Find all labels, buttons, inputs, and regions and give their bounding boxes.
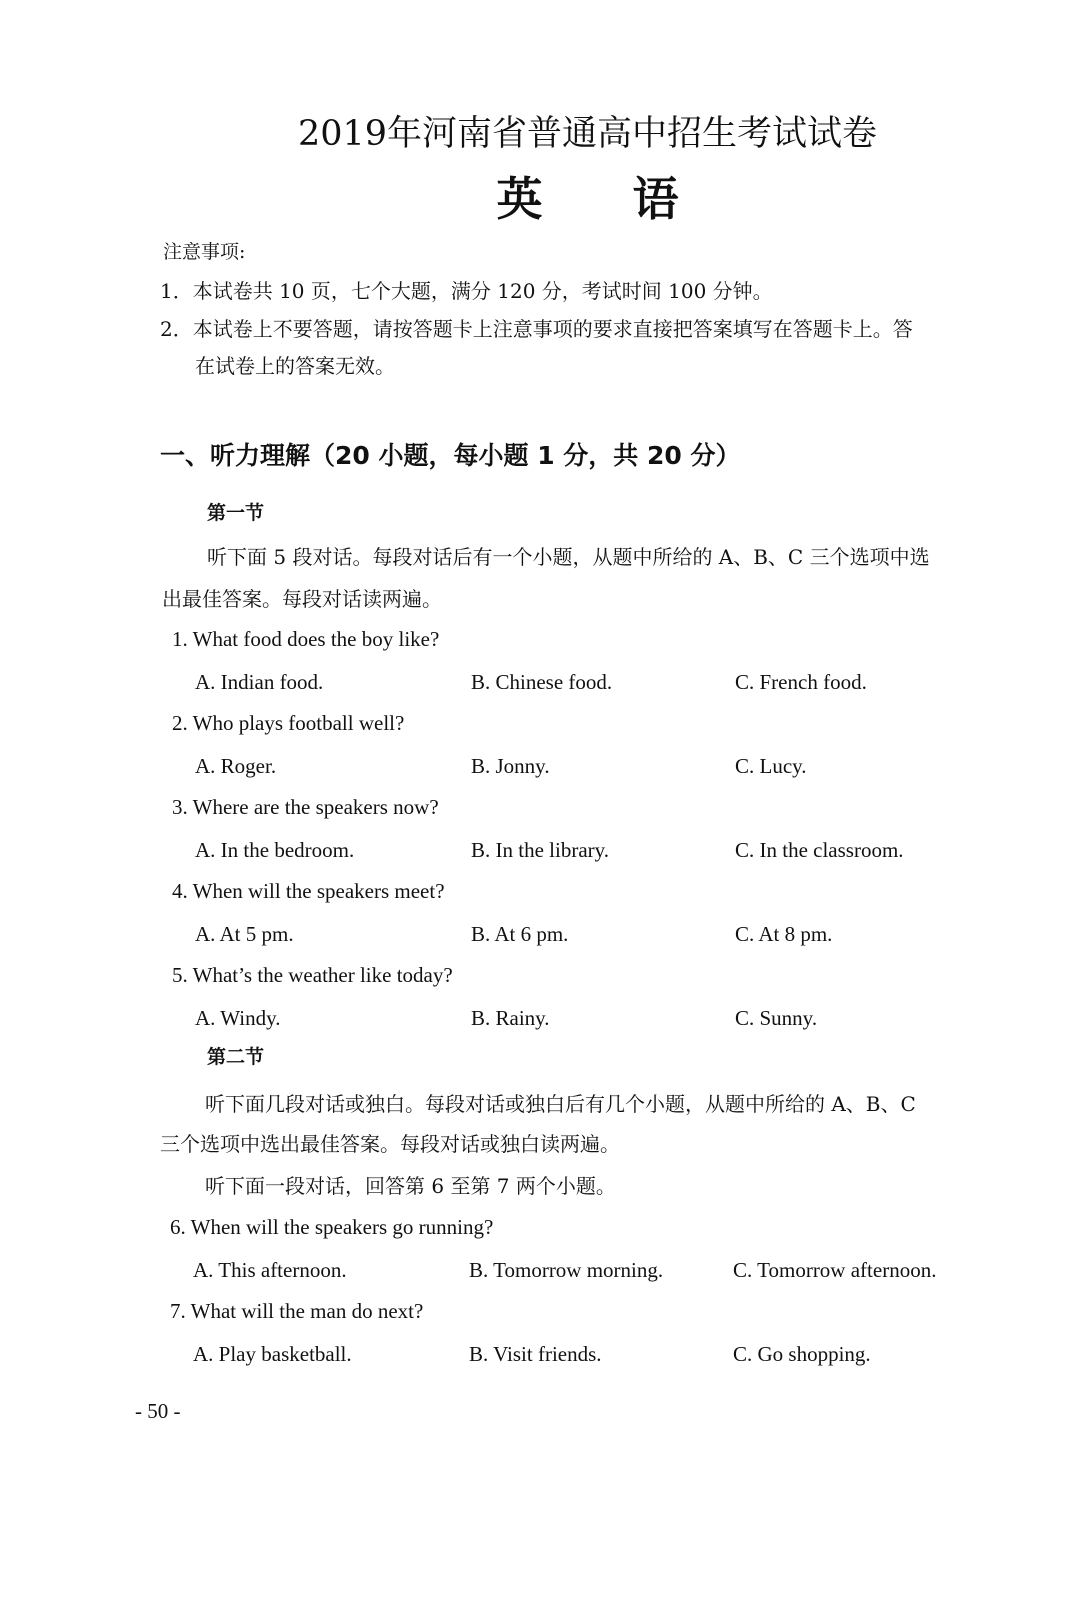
answer-option: B. Chinese food.	[471, 670, 613, 694]
notice-item-1: 1．本试卷共 10 页，七个大题，满分 120 分，考试时间 100 分钟。	[160, 279, 773, 303]
part1-instruction-cont: 出最佳答案。每段对话读两遍。	[162, 587, 442, 611]
notice-heading: 注意事项:	[163, 241, 246, 263]
answer-option: A. Windy.	[195, 1006, 281, 1030]
answer-option: B. Tomorrow morning.	[469, 1258, 664, 1282]
part1-instruction: 听下面 5 段对话。每段对话后有一个小题，从题中所给的 A、B、C 三个选项中选	[207, 545, 930, 569]
part2-dialog-note: 听下面一段对话，回答第 6 至第 7 两个小题。	[205, 1174, 616, 1198]
answer-option: B. In the library.	[471, 838, 610, 862]
question: 3. Where are the speakers now?	[172, 795, 439, 819]
part2-instruction: 听下面几段对话或独白。每段对话或独白后有几个小题，从题中所给的 A、B、C	[205, 1092, 916, 1116]
part2-heading: 第二节	[207, 1046, 265, 1068]
answer-option: A. Roger.	[195, 754, 277, 778]
answer-option: C. In the classroom.	[735, 838, 904, 862]
answer-option: A. Play basketball.	[193, 1342, 352, 1366]
answer-option: A. This afternoon.	[193, 1258, 347, 1282]
answer-option: C. French food.	[735, 670, 867, 694]
part1-heading: 第一节	[207, 502, 265, 524]
question: 4. When will the speakers meet?	[172, 879, 445, 903]
answer-option: C. Tomorrow afternoon.	[733, 1258, 937, 1282]
section-heading: 一、听力理解（20 小题，每小题 1 分，共 20 分）	[160, 441, 741, 470]
answer-option: B. At 6 pm.	[471, 922, 569, 946]
answer-option: A. At 5 pm.	[195, 922, 294, 946]
answer-option: A. In the bedroom.	[195, 838, 355, 862]
part2-instruction-cont: 三个选项中选出最佳答案。每段对话或独白读两遍。	[160, 1132, 620, 1156]
subject-title: 英语	[496, 172, 769, 226]
question: 7. What will the man do next?	[170, 1299, 424, 1323]
exam-title: 2019年河南省普通高中招生考试试卷	[297, 114, 878, 154]
answer-option: B. Visit friends.	[469, 1342, 602, 1366]
question: 6. When will the speakers go running?	[170, 1215, 494, 1239]
answer-option: B. Jonny.	[471, 754, 550, 778]
question: 2. Who plays football well?	[172, 711, 405, 735]
notice-item-2-cont: 在试卷上的答案无效。	[195, 354, 395, 378]
question: 5. What’s the weather like today?	[172, 963, 453, 987]
notice-item-2: 2．本试卷上不要答题，请按答题卡上注意事项的要求直接把答案填写在答题卡上。答	[160, 317, 913, 341]
answer-option: C. At 8 pm.	[735, 922, 833, 946]
answer-option: A. Indian food.	[195, 670, 324, 694]
page-number: - 50 -	[135, 1399, 181, 1423]
answer-option: C. Go shopping.	[733, 1342, 871, 1366]
answer-option: B. Rainy.	[471, 1006, 550, 1030]
question: 1. What food does the boy like?	[172, 627, 440, 651]
answer-option: C. Lucy.	[735, 754, 807, 778]
answer-option: C. Sunny.	[735, 1006, 818, 1030]
